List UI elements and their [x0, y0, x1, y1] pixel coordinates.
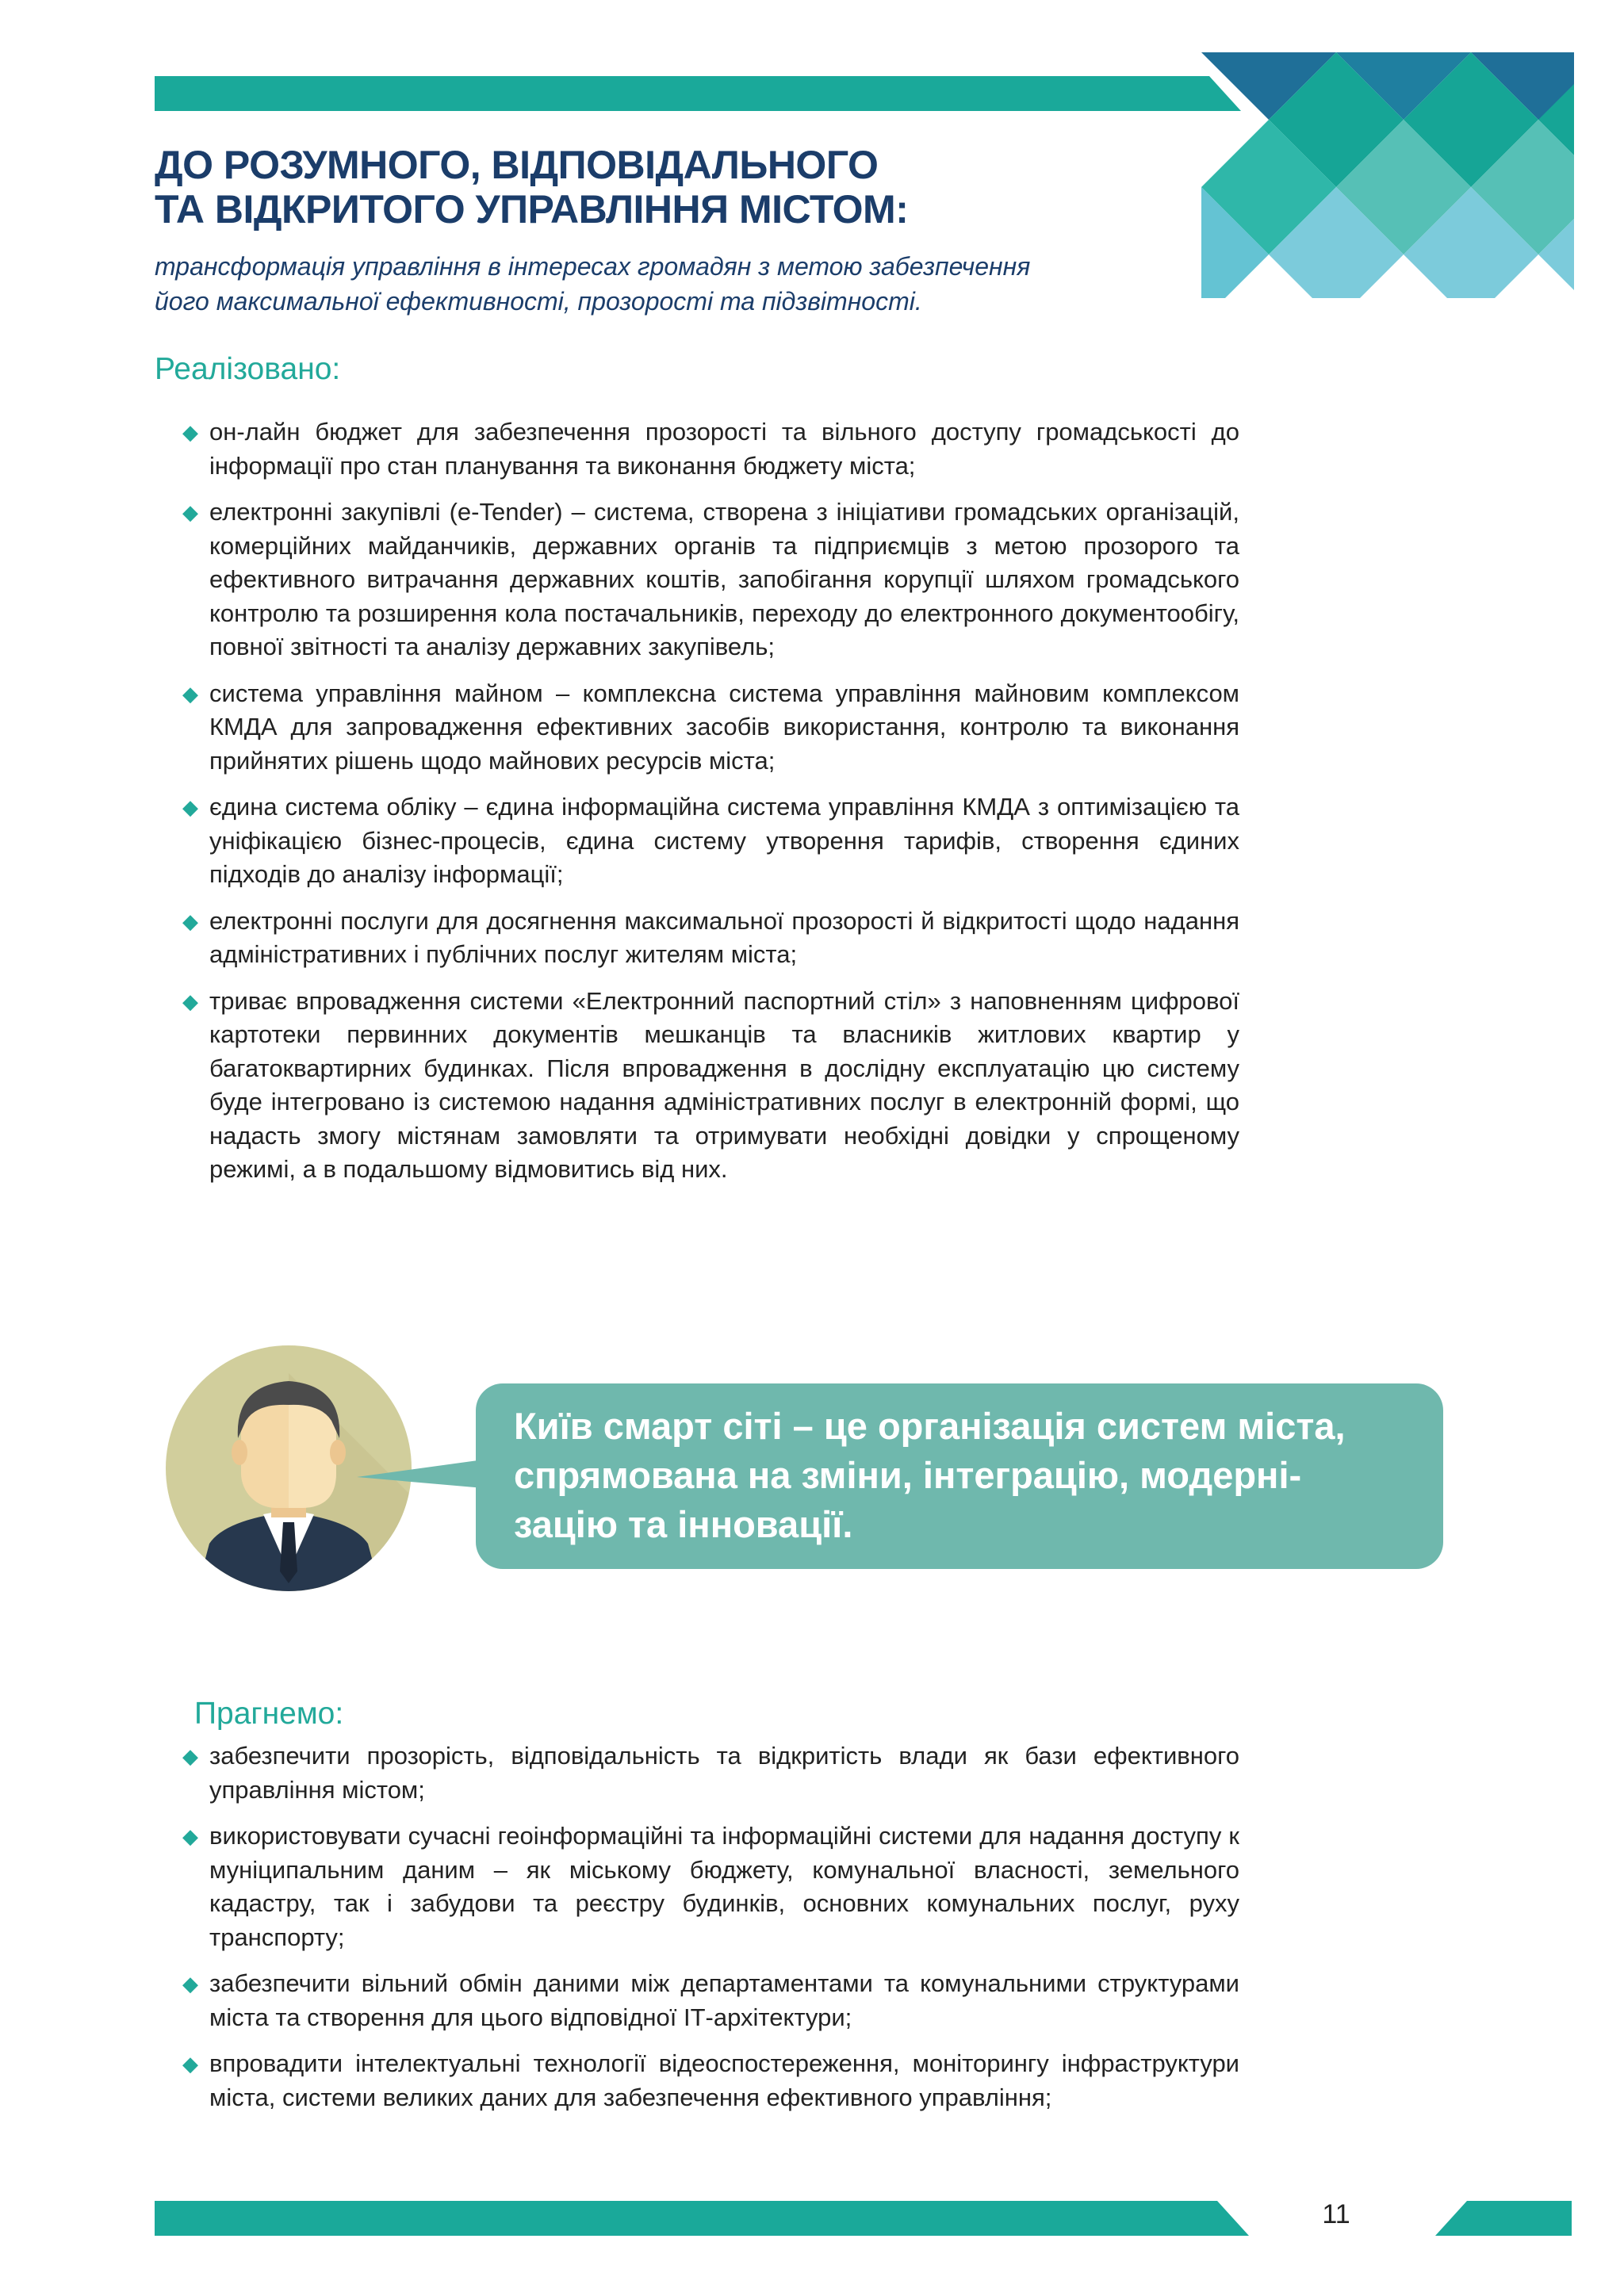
footer-band-left — [155, 2201, 1249, 2236]
realized-list — [181, 415, 1239, 1200]
aspire-list — [181, 1739, 1239, 2127]
subtitle-line-1: трансформація управління в інтересах громадян з метою забезпечення — [155, 252, 1031, 281]
list-item — [181, 1739, 1239, 1807]
page-title — [155, 143, 1170, 232]
list-item — [181, 985, 1239, 1187]
quote-text — [514, 1402, 1434, 1549]
list-item — [181, 496, 1239, 664]
list-item — [181, 677, 1239, 779]
list-item-text: електронні послуги для досягнення максимальної прозорості й відкритості щодо надання адміністративних і публічних послуг жителям міста; — [209, 906, 1239, 968]
list-item — [181, 1967, 1239, 2034]
list-item — [181, 1820, 1239, 1954]
list-item-text: триває впровадження системи «Електронний паспортний стіл» з наповненням цифрової картотеки первинних документів мешканців та власників житлових квартир у багатоквартирних будинках. Після впровадження в дослідну експлуатацію цю систему буде інтегровано із системою надання адміністративних послуг в електронній формі, що надасть змогу містянам замовляти та отримувати необхідні довідки у спрощеному режимі, а в подальшому відмовитись від них. — [209, 986, 1239, 1183]
diamond-bullet-icon: ◆ — [182, 909, 198, 933]
businessman-avatar-icon — [162, 1341, 416, 1595]
diamond-bullet-icon: ◆ — [182, 420, 198, 444]
list-item-text: система управління майном – комплексна система управління майновим комплексом КМДА для запровадження ефективних засобів використання, контролю та виконання прийнятих рішень щодо майнових ресурсів міста; — [209, 679, 1239, 775]
list-item-text: забезпечити вільний обмін даними між департаментами та комунальними структурами міста та створення для цього відповідної ІТ-архітектури; — [209, 1969, 1239, 2031]
list-item-text: електронні закупівлі (e-Tender) – система, створена з ініціативи громадських організацій, комерційних майданчиків, державних органів та підприємців з метою прозорого та ефективного витрачання державних коштів, запобігання корупції шляхом громадського контролю та розширення кола постачальників, переходу до електронного документообігу, повної звітності та аналізу державних закупівель; — [209, 498, 1239, 660]
page-subtitle — [155, 249, 1170, 319]
diamond-pattern-decoration — [1201, 52, 1574, 298]
diamond-bullet-icon: ◆ — [182, 1824, 198, 1848]
header-band — [155, 76, 1241, 111]
diamond-bullet-icon: ◆ — [182, 795, 198, 819]
diamond-bullet-icon: ◆ — [182, 681, 198, 706]
diamond-bullet-icon: ◆ — [182, 989, 198, 1013]
list-item-text: єдина система обліку – єдина інформаційна система управління КМДА з оптимізацією та уніфікацією бізнес-процесів, єдина систему утворення тарифів, створення єдиних підходів до аналізу інформації; — [209, 793, 1239, 888]
diamond-bullet-icon: ◆ — [182, 2052, 198, 2076]
subtitle-line-2: його максимальної ефективності, прозорості та підзвітності. — [155, 287, 922, 316]
title-line-1: ДО РОЗУМНОГО, ВІДПОВІДАЛЬНОГО — [155, 143, 879, 187]
list-item — [181, 790, 1239, 892]
list-item-text: впровадити інтелектуальні технології відеоспостереження, моніторингу інфраструктури міста, системи великих даних для забезпечення ефективного управління; — [209, 2049, 1239, 2111]
list-item-text: забезпечити прозорість, відповідальність та відкритість влади як бази ефективного управління містом; — [209, 1742, 1239, 1804]
quote-line-3: зацію та інновації. — [514, 1503, 853, 1545]
quote-line-1: Київ смарт сіті – це організація систем міста, — [514, 1405, 1346, 1447]
diamond-bullet-icon: ◆ — [182, 1972, 198, 1996]
quote-line-2: спрямована на зміни, інтеграцію, модерні- — [514, 1454, 1302, 1496]
list-item — [181, 415, 1239, 483]
list-item — [181, 905, 1239, 972]
realized-heading: Реалізовано: — [155, 352, 341, 386]
diamond-bullet-icon: ◆ — [182, 500, 198, 524]
aspire-heading: Прагнемо: — [194, 1697, 344, 1731]
list-item-text: використовувати сучасні геоінформаційні та інформаційні системи для надання доступу к муніципальним даним – як міському бюджету, комунальної власності, земельного кадастру, так і забудови та реєстру будинків, основних комунальних послуг, руху транспорту; — [209, 1822, 1239, 1951]
title-line-2: ТА ВІДКРИТОГО УПРАВЛІННЯ МІСТОМ: — [155, 187, 909, 232]
page-number: 11 — [1322, 2199, 1350, 2229]
footer-band-right — [1435, 2201, 1572, 2236]
diamond-bullet-icon: ◆ — [182, 1744, 198, 1768]
list-item-text: он-лайн бюджет для забезпечення прозорості та вільного доступу громадськості до інформації про стан планування та виконання бюджету міста; — [209, 418, 1239, 480]
list-item — [181, 2047, 1239, 2114]
